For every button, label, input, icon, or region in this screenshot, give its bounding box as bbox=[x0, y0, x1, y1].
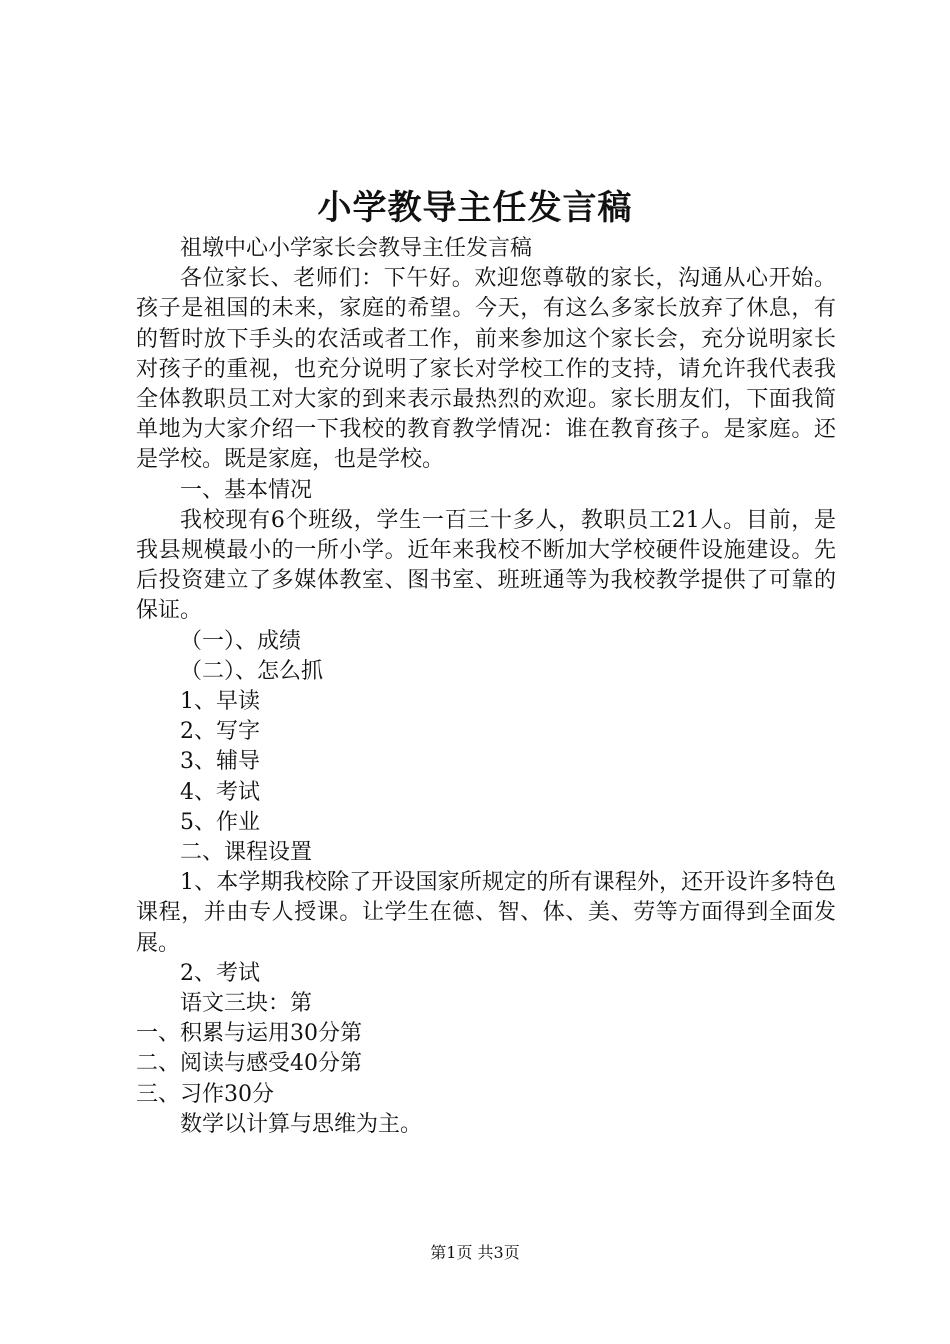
paragraph-basic-info: 我校现有6个班级，学生一百三十多人，教职员工21人。目前，是我县规模最小的一所小学。近年来我校不断加大学校硬件设施建设。先后投资建立了多媒体教室、图书室、班班通等为我校教学提供了可靠的保证。 bbox=[136, 507, 836, 624]
list-item: 2、写字 bbox=[180, 719, 260, 745]
list-item: 4、考试 bbox=[180, 779, 260, 805]
paragraph-line: 二、阅读与感受40分第 bbox=[136, 1051, 362, 1077]
list-item: 5、作业 bbox=[180, 809, 260, 835]
list-item: 1、早读 bbox=[180, 689, 260, 715]
list-item: 2、考试 bbox=[180, 960, 260, 986]
subheading-achievements: （一）、成绩 bbox=[180, 628, 302, 654]
document-title: 小学教导主任发言稿 bbox=[317, 188, 633, 228]
paragraph-line: 三、习作30分 bbox=[136, 1081, 274, 1107]
list-item: 3、辅导 bbox=[180, 749, 260, 775]
subheading-how: （二）、怎么抓 bbox=[180, 658, 324, 684]
paragraph-line: 一、积累与运用30分第 bbox=[136, 1021, 362, 1047]
page-footer: 第1页 共3页 bbox=[430, 1243, 520, 1262]
section-heading-curriculum: 二、课程设置 bbox=[180, 840, 313, 866]
paragraph-line: 数学以计算与思维为主。 bbox=[180, 1111, 423, 1137]
section-heading-basic: 一、基本情况 bbox=[180, 477, 313, 503]
paragraph-subtitle: 祖墩中心小学家长会教导主任发言稿 bbox=[180, 236, 533, 261]
paragraph-line: 语文三块：第 bbox=[180, 991, 313, 1017]
paragraph-greeting: 各位家长、老师们：下午好。欢迎您尊敬的家长，沟通从心开始。孩子是祖国的未来，家庭的希望。今天，有这么多家长放弃了休息，有的暂时放下手头的农活或者工作，前来参加这个家长会，充分说明家长对孩子的重视，也充分说明了家长对学校工作的支持，请允许我代表我全体教职员工对大家的到来表示最热烈的欢迎。家长朋友们，下面我简单地为大家介绍一下我校的教育教学情况：谁在教育孩子。是家庭。还是学校。既是家庭，也是学校。 bbox=[136, 266, 836, 473]
paragraph-curriculum: 1、本学期我校除了开设国家所规定的所有课程外，还开设许多特色课程，并由专人授课。让学生在德、智、体、美、劳等方面得到全面发展。 bbox=[136, 870, 836, 956]
document-body bbox=[136, 234, 836, 1140]
